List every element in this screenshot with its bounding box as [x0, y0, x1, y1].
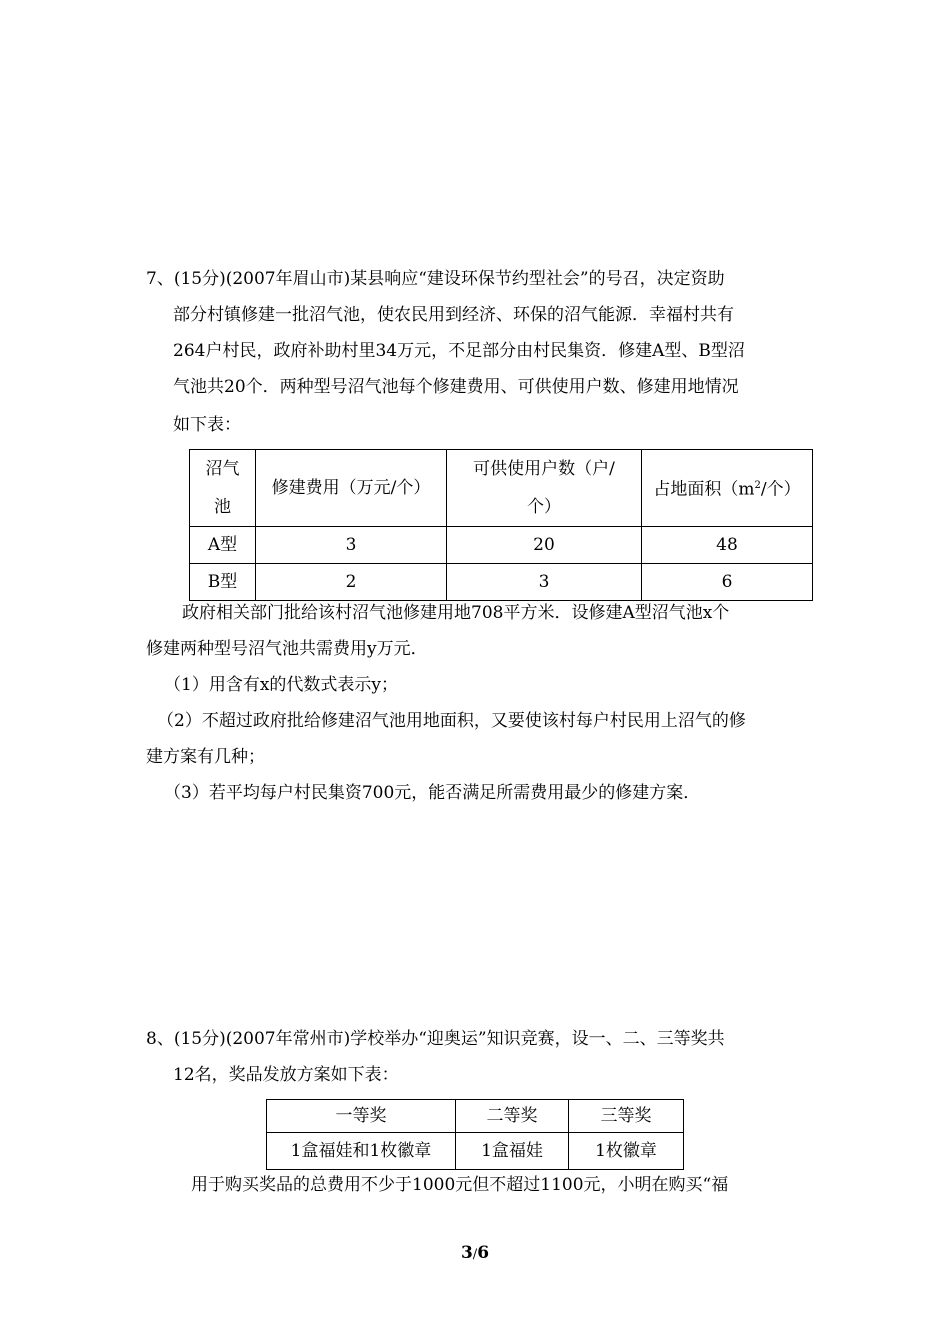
q7-part-2: （2）不超过政府批给修建沼气池用地面积，又要使该村每户村民用上沼气的修 — [157, 711, 746, 731]
q7-line-5: 如下表： — [173, 415, 241, 435]
q7-part-3: （3）若平均每户村民集资700元，能否满足所需费用最少的修建方案． — [164, 783, 701, 803]
q7-table-header-row — [190, 450, 813, 527]
q8-cell-second: 1盒福娃 — [456, 1133, 569, 1170]
q7-line-3: 264户村民，政府补助村里34万元，不足部分由村民集资．修建A型、B型沼 — [173, 341, 745, 361]
q7-cell-type: B型 — [190, 564, 256, 601]
q7-cell-area: 48 — [642, 527, 813, 564]
q8-header-second: 二等奖 — [456, 1100, 569, 1133]
q8-table — [266, 1099, 684, 1170]
q7-header-area: 占地面积（$m^2/$个） — [642, 450, 813, 527]
q7-header-type: 沼气 池 — [190, 450, 256, 527]
q8-header-third: 三等奖 — [569, 1100, 684, 1133]
q7-line-4: 气池共20个．两种型号沼气池每个修建费用、可供使用户数、修建用地情况 — [173, 377, 739, 397]
q8-cell-third: 1枚徽章 — [569, 1133, 684, 1170]
q7-after-1: 政府相关部门批给该村沼气池修建用地708平方米．设修建A型沼气池x个 — [182, 603, 730, 623]
q7-cell-cost: 2 — [256, 564, 447, 601]
q7-part-1: （1）用含有x的代数式表示y； — [164, 675, 399, 695]
q7-header-cost: 修建费用（万元/个） — [256, 450, 447, 527]
q7-cell-households: 3 — [447, 564, 642, 601]
q8-header-first: 一等奖 — [267, 1100, 456, 1133]
q7-after-2: 修建两种型号沼气池共需费用y万元． — [146, 639, 428, 659]
q7-line-1: 7、(15分)(2007年眉山市)某县响应“建设环保节约型社会”的号召，决定资助 — [146, 269, 725, 289]
q8-line-2: 12名，奖品发放方案如下表： — [173, 1065, 399, 1085]
q7-table — [189, 449, 813, 601]
q7-line-2: 部分村镇修建一批沼气池，使农民用到经济、环保的沼气能源．幸福村共有 — [173, 305, 734, 325]
q7-cell-households: 20 — [447, 527, 642, 564]
q7-header-households: 可供使用户数（户/ 个） — [447, 450, 642, 527]
q7-part-2-cont: 建方案有几种； — [146, 747, 265, 767]
table-row — [190, 564, 813, 601]
table-row — [190, 527, 813, 564]
q7-cell-cost: 3 — [256, 527, 447, 564]
q7-cell-type: A型 — [190, 527, 256, 564]
q8-after-1: 用于购买奖品的总费用不少于1000元但不超过1100元，小明在购买“福 — [191, 1175, 729, 1195]
page-number: 3/6 — [460, 1243, 490, 1263]
q8-cell-first: 1盒福娃和1枚徽章 — [267, 1133, 456, 1170]
q7-cell-area: 6 — [642, 564, 813, 601]
table-row — [267, 1133, 684, 1170]
q8-table-header-row — [267, 1100, 684, 1133]
q8-line-1: 8、(15分)(2007年常州市)学校举办“迎奥运”知识竞赛，设一、二、三等奖共 — [146, 1029, 725, 1049]
